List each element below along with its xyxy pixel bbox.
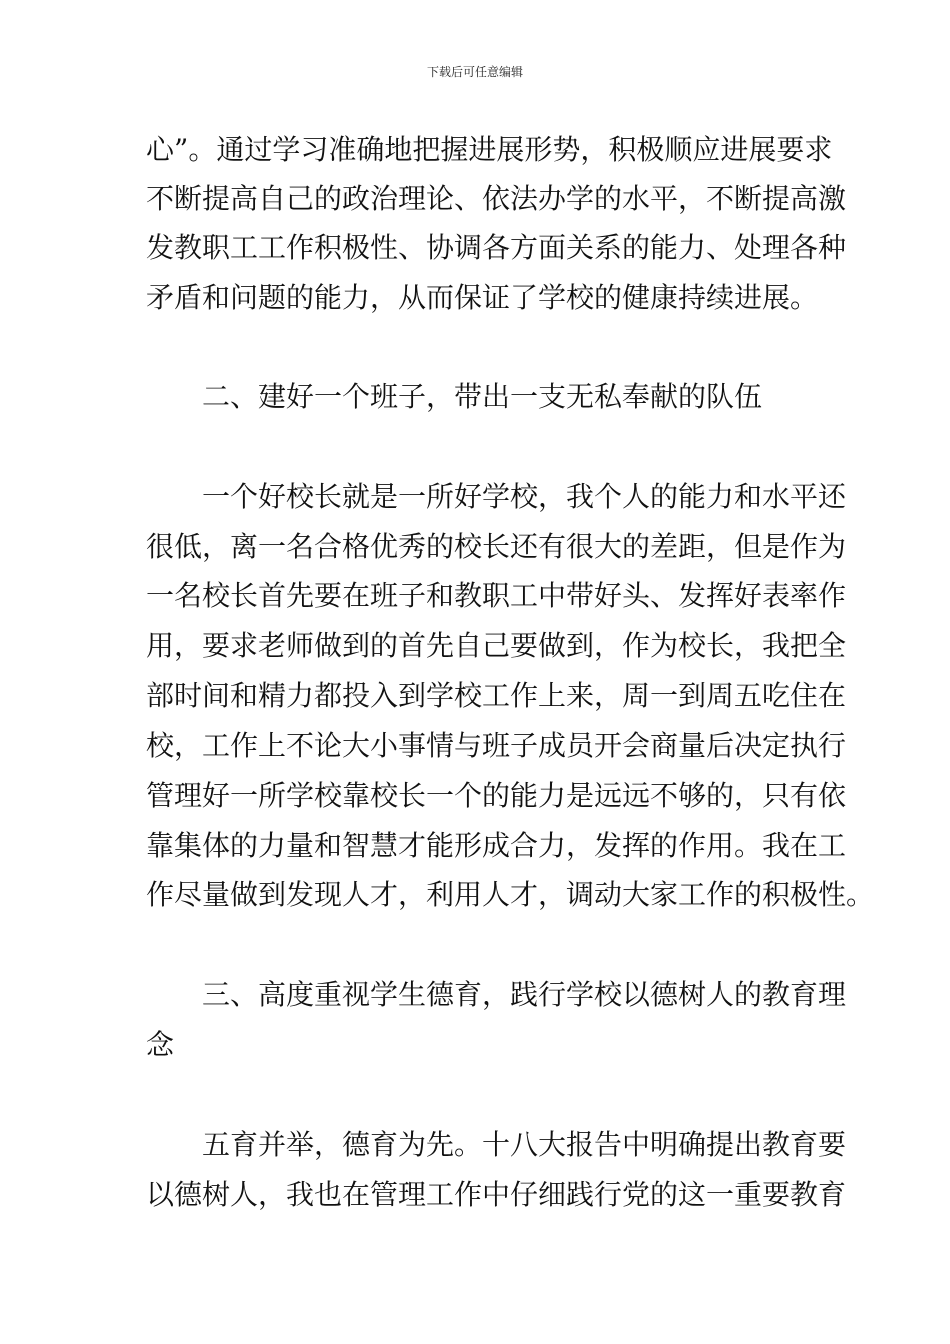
paragraph-line: 心”。通过学习准确地把握进展形势，积极顺应进展要求 (146, 133, 833, 166)
paragraph-line: 很低，离一名合格优秀的校长还有很大的差距，但是作为 (146, 530, 847, 563)
page-header: 下载后可任意编辑 (426, 65, 523, 79)
paragraph-line: 靠集体的力量和智慧才能形成合力，发挥的作用。我在工 (146, 829, 847, 862)
paragraph-line: 以德树人，我也在管理工作中仔细践行党的这一重要教育 (146, 1178, 847, 1211)
section-heading: 二、建好一个班子，带出一支无私奉献的队伍 (202, 380, 763, 413)
paragraph-line: 一个好校长就是一所好学校，我个人的能力和水平还 (202, 480, 847, 513)
paragraph-line: 五育并举，德育为先。十八大报告中明确提出教育要 (202, 1128, 847, 1161)
section-heading: 念 (146, 1028, 175, 1061)
paragraph-line: 用，要求老师做到的首先自己要做到，作为校长，我把全 (146, 629, 847, 662)
paragraph-line: 部时间和精力都投入到学校工作上来，周一到周五吃住在 (146, 679, 847, 712)
paragraph-line: 一名校长首先要在班子和教职工中带好头、发挥好表率作 (146, 579, 847, 612)
paragraph-line: 矛盾和问题的能力，从而保证了学校的健康持续进展。 (146, 281, 819, 314)
paragraph-line: 作尽量做到发现人才，利用人才，调动大家工作的积极性。 (146, 878, 875, 911)
section-heading: 三、高度重视学生德育，践行学校以德树人的教育理 (202, 978, 847, 1011)
paragraph-line: 发教职工工作积极性、协调各方面关系的能力、处理各种 (146, 231, 847, 264)
paragraph-line: 管理好一所学校靠校长一个的能力是远远不够的，只有依 (146, 779, 847, 812)
paragraph-line: 校，工作上不论大小事情与班子成员开会商量后决定执行 (146, 729, 847, 762)
paragraph-line: 不断提高自己的政治理论、依法办学的水平，不断提高激 (146, 182, 847, 215)
